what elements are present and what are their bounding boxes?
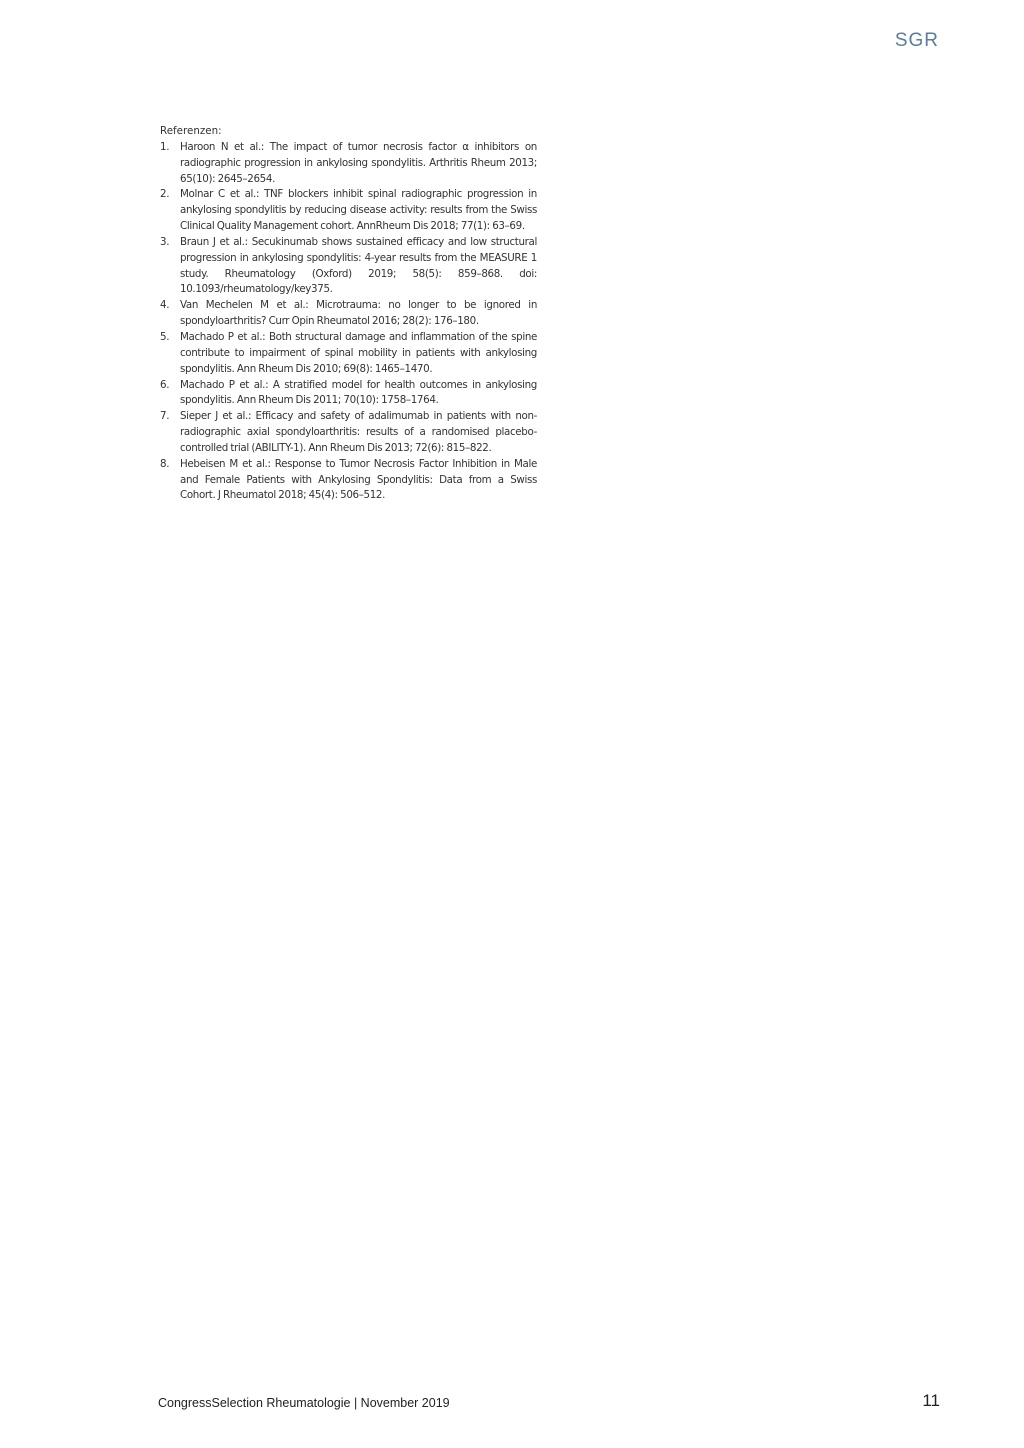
header-tag: SGR	[894, 30, 939, 51]
reference-text: Van Mechelen M et al.: Microtrauma: no longer to be ignored in spondyloarthritis? Curr Opin Rheumatol 2016; 28(2): 176–180.	[180, 299, 537, 328]
reference-number: 5.	[160, 330, 170, 343]
references-heading: Referenzen:	[160, 125, 222, 137]
reference-item	[160, 140, 537, 188]
reference-text: Sieper J et al.: Efficacy and safety of adalimumab in patients with non-radiographic axial spondyloarthritis: results of a randomised placebo-controlled trial (ABILITY-1). Ann Rheum Dis 2013; 72(6): 815–822.	[180, 410, 537, 454]
reference-item	[160, 330, 537, 378]
reference-number: 3.	[160, 235, 170, 248]
reference-item	[160, 378, 537, 410]
reference-text: Hebeisen M et al.: Response to Tumor Necrosis Factor Inhibition in Male and Female Patients with Ankylosing Spondylitis: Data from a Swiss Cohort. J Rheumatol 2018; 45(4): 506–512.	[180, 457, 537, 502]
reference-item	[160, 409, 537, 457]
reference-text: Braun J et al.: Secukinumab shows sustained efficacy and low structural progression in ankylosing spondylitis: 4-year results from the MEASURE 1 study. Rheumatology (Oxford) 2019; 58(5): 859–868. doi: 10.1093/rheumatology/key375.	[180, 235, 537, 296]
references-section	[160, 124, 537, 504]
reference-text: Haroon N et al.: The impact of tumor necrosis factor α inhibitors on radiographic progression in ankylosing spondylitis. Arthritis Rheum 2013; 65(10): 2645–2654.	[180, 140, 537, 185]
reference-text: Machado P et al.: A stratified model for health outcomes in ankylosing spondylitis. Ann Rheum Dis 2011; 70(10): 1758–1764.	[180, 378, 537, 407]
references-list	[160, 140, 537, 504]
reference-number: 2.	[160, 188, 170, 201]
footer-publication: CongressSelection Rheumatologie | November 2019	[158, 1396, 450, 1410]
reference-item	[160, 235, 537, 298]
reference-item	[160, 457, 537, 505]
reference-number: 4.	[160, 299, 170, 312]
reference-text: Molnar C et al.: TNF blockers inhibit spinal radiographic progression in ankylosing spondylitis by reducing disease activity: results from the Swiss Clinical Quality Management cohort. AnnRheum Dis 2018; 77(1): 63–69.	[180, 188, 537, 233]
reference-number: 8.	[160, 457, 170, 470]
reference-number: 6.	[160, 378, 170, 391]
reference-text: Machado P et al.: Both structural damage and inflammation of the spine contribute to impairment of spinal mobility in patients with ankylosing spondylitis. Ann Rheum Dis 2010; 69(8): 1465–1470.	[180, 330, 537, 375]
reference-item	[160, 298, 537, 330]
page-number: 11	[922, 1391, 940, 1410]
reference-number: 1.	[160, 140, 170, 153]
reference-number: 7.	[160, 410, 170, 423]
reference-item	[160, 187, 537, 235]
